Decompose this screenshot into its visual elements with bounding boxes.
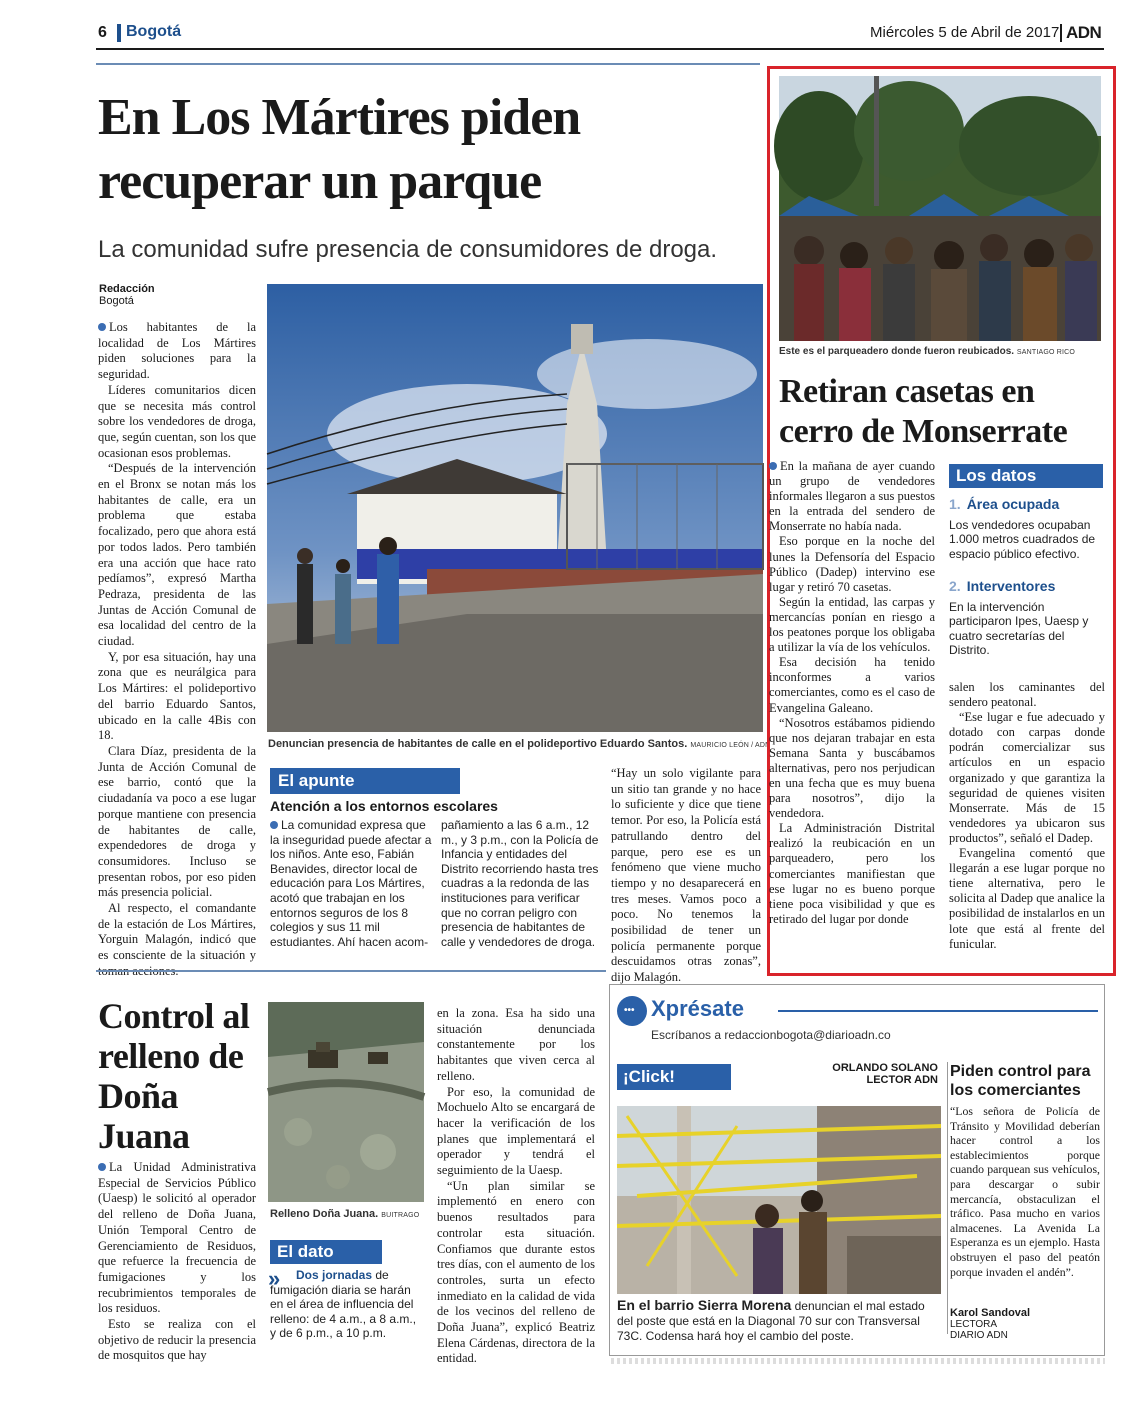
caption-text: denuncian el mal estado del poste que está en la Diagonal 70 sur con Transversal 73C. Codensa hará hoy el cambio del poste. <box>617 1299 925 1344</box>
paragraph: Y, por esa situación, hay una zona que es neurálgica para Los Mártires: el polideportivo del barrio Eduardo Santos, ubicado en la calle 4Bis con 18. <box>98 649 256 743</box>
signature-name: Karol Sandoval <box>950 1307 1031 1319</box>
byline-city: Bogotá <box>99 295 134 307</box>
speech-bubble-icon: ••• <box>617 996 647 1026</box>
paragraph: La Administración Distrital realizó la reubicación en un parqueadero, pero los comerciantes manifiestan que ese lugar no es bueno porque tiene poca visibilidad y que es retirado del lugar por donde <box>769 821 935 926</box>
issue-date: Miércoles 5 de Abril de 2017 <box>870 24 1060 41</box>
paragraph: salen los caminantes del sendero peatonal. <box>949 680 1105 710</box>
paragraph: Al respecto, el comandante de la estación de Los Mártires, Yorguin Malagón, indicó que es consciente de la situación y <box>98 901 256 963</box>
paragraph: “Después de la intervención en el Bronx se notan más los habitantes de calle, era un problema que estaba focalizado, pero que ahora está por todos lados. Pero también era una acción que hace rato pedíamos”, expresó Martha Pedraza, presidenta de las Juntas de Acción Comunal de esa localidad del centro de la ciudad. <box>98 461 256 649</box>
paragraph: en la zona. Esa ha sido una situación denunciada constantemente por los habitantes que viven cerca al relleno. <box>437 1006 595 1083</box>
caption-text: Relleno Doña Juana. <box>270 1208 379 1220</box>
letter-text: “Los señora de Policía de Tránsito y Movilidad deberían hacer control a los establecimientos porque cuando parquean sus vehículos, para descargar o subir mercancía, obstaculizan el tráfico. Pasa mucho en varios almacenes. La Avenida La Esperanza es un ejemplo. Hasta obstruyen el paso del peatón porque invaden el andén”. <box>950 1104 1100 1279</box>
datos-item <box>949 496 1105 561</box>
byline-author: Redacción <box>99 283 155 295</box>
apunte-column-1 <box>270 818 432 958</box>
dato-body: de fumigación diaria se harán en el área de influencia del relleno: de 4 a.m., a 8 a.m., y de 6 p.m., a 10 p.m. <box>270 1268 417 1341</box>
xpresate-title-rule <box>778 1010 1098 1012</box>
bottom-section-rule <box>96 970 606 972</box>
paragraph: Esto se realiza con el objetivo de reducir la presencia de mosquitos que hay <box>98 1317 256 1363</box>
paragraph: Por eso, la comunidad de Mochuelo Alto se encargará de hacer la verificación de los planes que implementará el operador y tendrá el seguimiento de la Uaesp. <box>437 1084 595 1178</box>
letter-signature <box>950 1308 1030 1341</box>
brand-divider <box>1060 24 1062 42</box>
signature-role: LECTORA <box>950 1319 998 1330</box>
paragraph: Los habitantes de la localidad de Los Mártires piden soluciones para la seguridad. <box>98 320 256 382</box>
reader-photo <box>617 1106 941 1294</box>
brand-logo: ADN <box>1066 23 1102 42</box>
double-chevron-icon: » <box>268 1266 281 1291</box>
dona-juana-headline: Control al relleno de Doña Juana <box>98 996 250 1156</box>
datos-tag: Los datos <box>949 464 1103 488</box>
dona-juana-photo <box>268 1002 424 1202</box>
datos-title: Interventores <box>966 578 1056 594</box>
article-top-rule <box>96 63 760 65</box>
paragraph: Eso porque en la noche del lunes la Defensoría del Espacio Público (Dadep) intervino ese lugar y retiró 70 casetas. <box>769 534 935 594</box>
photo-author <box>820 1062 938 1086</box>
paragraph: Evangelina comentó que llegarán a ese lugar porque no tiene alternativa, pero le solicita al Dadep que analice la posibilidad de instalarlos en un lote que está al frente del funicular. <box>949 846 1105 951</box>
paragraph: “Ese lugar e fue adecuado y dotado con carpas donde podrán comercializar sus artículos en un espacio organizado y que garantiza la seguridad de quienes visiten Monserrate. Más de 15 vendedores ya ubicaron sus productos”, señaló el Dadep. <box>949 710 1105 845</box>
photo-credit: SANTIAGO RICO <box>1016 349 1076 356</box>
caption-text: Denuncian presencia de habitantes de calle en el polideportivo Eduardo Santos. <box>268 738 688 750</box>
datos-item <box>949 578 1105 658</box>
bullet-icon <box>270 821 278 829</box>
datos-number: 2. <box>949 578 961 594</box>
main-article-photo <box>267 284 763 732</box>
apunte-column-2: pañamiento a las 6 a.m., 12 m., y 3 p.m., con la Policía de Infancia y entidades del Distrito recorriendo hasta tres cuadras a la redonda de las instituciones para verificar que no corran peligro con presencia de habitantes de calle y vendedores de droga. <box>441 818 599 949</box>
section-name: Bogotá <box>126 23 182 40</box>
photo-credit: MAURICIO LEÓN / ADN <box>690 742 771 749</box>
reader-photo-caption <box>617 1298 941 1345</box>
dona-juana-column-3 <box>437 1006 595 1366</box>
main-article-column-1 <box>98 320 256 963</box>
signature-paper: DIARIO ADN <box>950 1330 1008 1341</box>
letter-title: Piden control para los comerciantes <box>950 1063 1091 1099</box>
datos-text: En la intervención participaron Ipes, Uaesp y cuatro secretarías del Distrito. <box>949 600 1089 658</box>
datos-text: Los vendedores ocupaban 1.000 metros cuadrados de espacio público efectivo. <box>949 518 1096 561</box>
paragraph: “Un plan similar se implementó en enero con buenos resultados para controlar esta situación. Confiamos que durante estos tres días, con el aumento de los controles, surta un efecto inmediato en la calidad de vida de los vecinos del relleno de Doña Juana”, explicó Beatriz Elena Cárdenas, directora de la entidad. <box>437 1178 595 1366</box>
dona-juana-photo-caption <box>270 1208 419 1220</box>
main-headline: En Los Mártires piden recuperar un parque <box>98 89 581 210</box>
main-article-column-3 <box>611 766 761 985</box>
bullet-icon <box>98 1163 106 1171</box>
paragraph: La comunidad expresa que la inseguridad puede afectar a los niños. Ante eso, Fabián Benavides, director local de educación para Los Mártires, acotó que trabajan en los entornos seguros de los 8 colegios y sus 11 mil estudiantes. Ahí hacen acom- <box>270 818 432 949</box>
xpresate-divider <box>947 1062 948 1334</box>
paragraph: En la mañana de ayer cuando un grupo de vendedores informales llegaron a sus puestos en la entrada del sendero de Monserrate no había nada. <box>769 459 935 534</box>
caption-highlight: En el barrio Sierra Morena <box>617 1297 792 1313</box>
sidebar-column-1 <box>767 459 935 959</box>
dato-highlight: Dos jornadas <box>296 1268 373 1282</box>
sidebar-headline: Retiran casetas en cerro de Monserrate <box>779 373 1068 450</box>
photo-credit: BUITRAGO <box>381 1212 420 1219</box>
box-shadow-strip <box>611 1358 1105 1364</box>
section-marker <box>117 24 121 42</box>
datos-title: Área ocupada <box>966 496 1060 512</box>
apunte-title: Atención a los entornos escolares <box>270 798 498 814</box>
main-subhead: La comunidad sufre presencia de consumidores de droga. <box>98 236 718 263</box>
dona-juana-column-1 <box>98 1160 256 1363</box>
dato-tag: El dato <box>270 1240 382 1264</box>
bullet-icon <box>769 462 777 470</box>
paragraph: La Unidad Administrativa Especial de Servicios Público (Uaesp) le solicitó al operador del relleno de Doña Juana, Unión Temporal Centro de Gerenciamiento de Residuos, que refuerce la frecuencia de fumigaciones y los recubrimientos temporales de los residuos. <box>98 1160 256 1316</box>
page-number: 6 <box>98 24 107 41</box>
sidebar-photo-caption <box>779 346 1075 357</box>
author-role: LECTOR ADN <box>866 1074 938 1086</box>
paragraph: “Nosotros estábamos pidiendo que nos dejaran trabajar en esta Semana Santa y buscábamos alternativas, pero nos perjudican en una fecha que es muy buena para nosotros”, dijo la vendedora. <box>769 715 935 821</box>
caption-text: Este es el parqueadero donde fueron reubicados. <box>779 346 1015 357</box>
click-tag: ¡Click! <box>617 1064 731 1090</box>
paragraph: Esa decisión ha tenido inconformes a varios comerciantes, como es el caso de Evangelina Galeano. <box>769 655 935 715</box>
datos-number: 1. <box>949 496 961 512</box>
xpresate-title: Xprésate <box>651 996 744 1021</box>
paragraph: Clara Díaz, presidenta de la Junta de Acción Comunal de ese barrio, contó que la ciudadanía va poco a ese lugar porque mantiene con presencia de habitantes de calle, expendedores de droga y consumidores. Incluso se presentan robos, por eso piden más presencia policial. <box>98 743 256 900</box>
paragraph: Según la entidad, las carpas y mercancías ponían en riesgo a los peatones porque los obligaba a utilizar la vía de los vehículos. <box>769 594 935 655</box>
author-name: ORLANDO SOLANO <box>832 1062 938 1074</box>
paragraph: “Hay un solo vigilante para un sitio tan grande y no hace lo suficiente y dice que tiene temor. Por eso, la Policía está patrullando dentro del parque, pero ese es un fenómeno que viene mucho tiempo y no desaparecerá en tres meses. Vamos poco a poco. No tenemos la posibilidad de tener un policía permanente porque descuidamos otras zonas”, dijo Malagón. <box>611 766 761 985</box>
xpresate-subtitle: Escríbanos a redaccionbogota@diarioadn.co <box>651 1028 891 1042</box>
bullet-icon <box>98 323 106 331</box>
main-photo-caption <box>268 738 771 750</box>
sidebar-photo <box>779 76 1101 341</box>
header-rule <box>96 48 1104 50</box>
apunte-tag: El apunte <box>270 768 460 794</box>
sidebar-column-2 <box>949 680 1105 960</box>
dato-text <box>270 1268 420 1341</box>
paragraph: Líderes comunitarios dicen que se necesita más control sobre los vendedores de droga, que, según cuentan, son los que ocasionan esos problemas. <box>98 382 256 460</box>
